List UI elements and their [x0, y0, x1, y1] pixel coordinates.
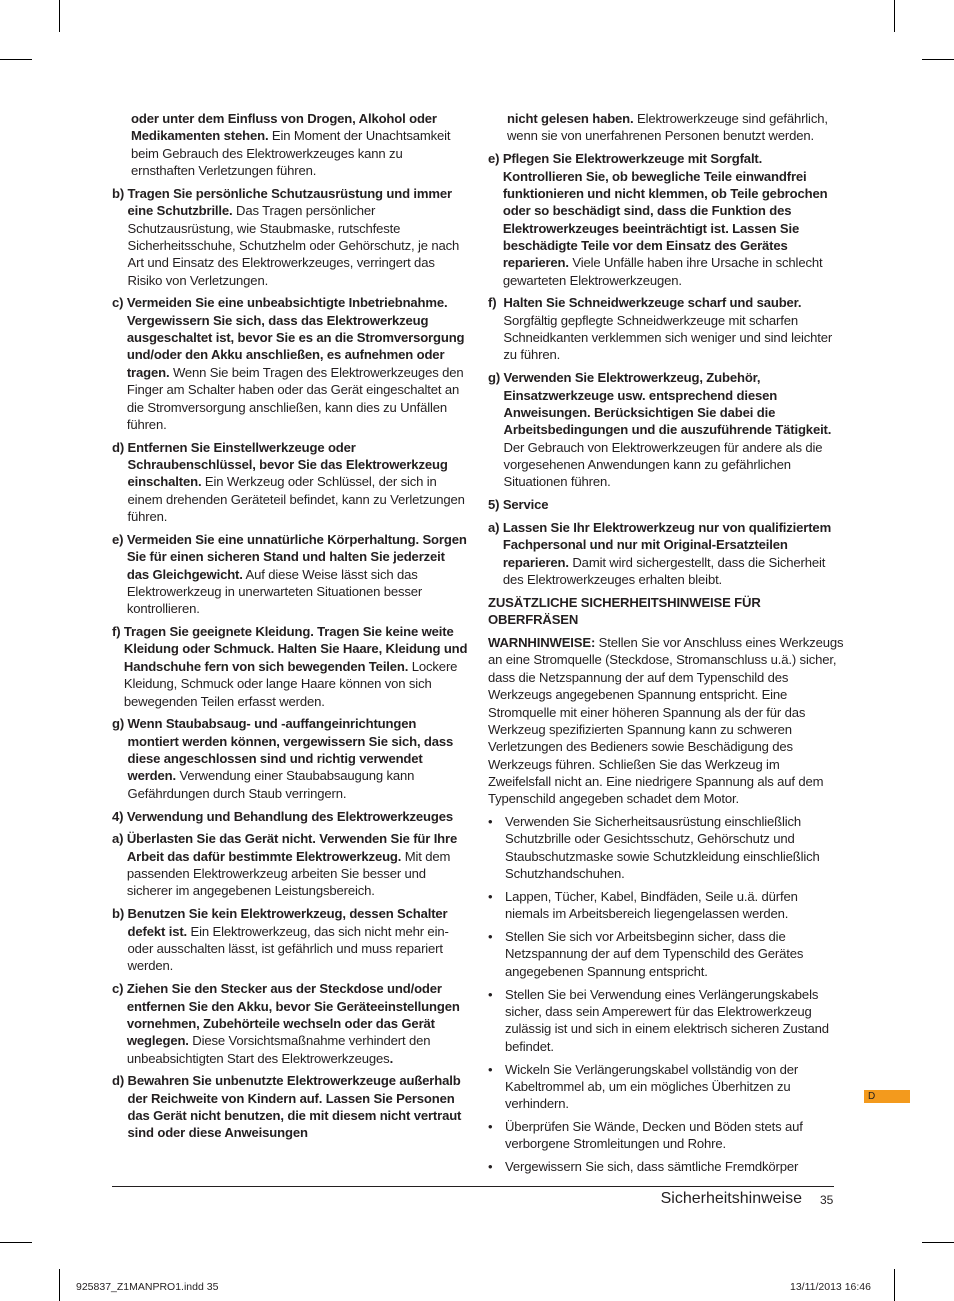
- bullet-dot: •: [488, 814, 493, 830]
- list-item: [112, 830, 468, 899]
- list-item: [488, 369, 844, 490]
- bullet-item: [488, 1158, 844, 1175]
- continued-item: [112, 110, 468, 179]
- item-plain-text: Ein Moment der Unachtsamkeit beim Gebrauch des Elektrowerkzeuges kann zu ernsthaften Verletzungen führen.: [131, 128, 451, 179]
- list-item: [112, 715, 468, 802]
- item-plain-text: Viele Unfälle haben ihre Ursache in schlecht gewarteten Elektrowerkzeugen.: [502, 255, 823, 288]
- crop-mark: [922, 1242, 954, 1243]
- item-label: d): [112, 439, 128, 455]
- bullet-dot: •: [488, 888, 493, 904]
- item-plain-text: Das Tragen persönlicher Schutzausrüstung, wie Staubmaske, rutschfeste Sicherheitsschuhe, Schutzhelm oder Gehörschutz, je nach Art und Einsatz des Elektrowerkzeuges, verringert das Risiko von Verletzungen.: [127, 203, 460, 288]
- item-text: [128, 905, 468, 974]
- bullet-dot: •: [488, 1159, 493, 1175]
- bullet-text: Überprüfen Sie Wände, Decken und Böden stets auf verborgene Stromleitungen und Rohre.: [505, 1119, 803, 1152]
- bullet-text: Verwenden Sie Sicherheitsausrüstung einschließlich Schutzbrille oder Gesichtsschutz, Gehörschutz und Staubschutzmaske sowie Schutzkleidung einschließlich Schutzhandschuhen.: [505, 814, 820, 882]
- item-bold-text: Ziehen Sie den Stecker aus der Steckdose und/oder entfernen Sie den Akku, bevor Sie Geräteeinstellungen vornehmen, Zubehörteile wechseln oder das Gerät weglegen.: [126, 981, 460, 1049]
- warning-label: WARNHINWEISE:: [488, 635, 596, 651]
- item-plain-text: Elektrowerkzeuge sind gefährlich, wenn sie von unerfahrenen Personen benutzt werden.: [507, 111, 828, 144]
- list-item: [112, 294, 468, 433]
- bullet-text: Lappen, Tücher, Kabel, Bindfäden, Seile u.ä. dürfen niemals im Arbeitsbereich liegengelassen werden.: [505, 888, 798, 922]
- list-item: [488, 294, 844, 363]
- item-text: [128, 715, 468, 802]
- list-item: [112, 439, 468, 526]
- item-label: a): [112, 831, 127, 847]
- item-plain-text: Lockere Kleidung, Schmuck oder lange Haare können von sich bewegenden Teilen erfasst werden.: [123, 658, 458, 709]
- bullet-item: [488, 813, 844, 882]
- item-text: [503, 294, 844, 363]
- item-text: [504, 369, 844, 490]
- item-plain-text: Damit wird sichergestellt, dass die Sicherheit des Elektrowerkzeuges erhalten bleibt.: [502, 554, 826, 588]
- item-text: [127, 531, 468, 618]
- item-text: [503, 150, 844, 289]
- item-label: f): [488, 295, 504, 311]
- item-text: [127, 830, 468, 899]
- item-bold-text: Wenn Staubabsaug- und -auffangeinrichtungen montiert werden können, vergewissern Sie sich, dass diese angeschlossen sind und richtig verwendet werden.: [127, 716, 454, 784]
- item-label: e): [112, 531, 127, 547]
- item-plain-text: Der Gebrauch von Elektrowerkzeugen für andere als die vorgesehenen Anwendungen kann zu gefährlichen Situationen führen.: [503, 439, 823, 490]
- subsection-heading: 5) Service: [488, 497, 549, 513]
- language-tab: D: [864, 1090, 910, 1103]
- list-item: [112, 623, 468, 710]
- bullet-dot: •: [488, 1061, 493, 1077]
- list-item: [112, 185, 468, 289]
- crop-mark: [0, 1242, 32, 1243]
- list-item: [488, 519, 844, 588]
- item-bold-text: Halten Sie Schneidwerkzeuge scharf und sauber.: [503, 295, 802, 311]
- right-column-items: [488, 110, 844, 588]
- list-item: [112, 905, 468, 974]
- item-label: f): [112, 624, 124, 640]
- item-text: [128, 1072, 468, 1141]
- crop-mark: [922, 59, 954, 60]
- item-plain-text: Mit dem passenden Elektrowerkzeug arbeiten Sie besser und sicherer im angegebenen Leistungsbereich.: [126, 848, 451, 899]
- item-label: g): [488, 370, 504, 386]
- item-plain-text: Diese Vorsichtsmaßnahme verhindert den unbeabsichtigten Start des Elektrowerkzeuges: [126, 1033, 431, 1066]
- bullet-dot: •: [488, 1119, 493, 1135]
- bullet-dot: •: [488, 929, 493, 945]
- item-bold-text: Vermeiden Sie eine unnatürliche Körperhaltung. Sorgen Sie für einen sicheren Stand und halten Sie jederzeit das Gleichgewicht.: [126, 531, 467, 582]
- slug-file: 925837_Z1MANPRO1.indd 35: [76, 1281, 219, 1293]
- item-plain-text: Ein Werkzeug oder Schlüssel, der sich in einem drehenden Geräteteil befindet, kann zu Verletzungen führen.: [127, 474, 465, 525]
- item-text: [127, 980, 468, 1067]
- footer-rule: [112, 1186, 834, 1187]
- left-column: [112, 110, 468, 1147]
- bullet-item: [488, 986, 844, 1055]
- item-bold-text: Überlasten Sie das Gerät nicht. Verwenden Sie für Ihre Arbeit das dafür bestimmte Elektrowerkzeug.: [126, 831, 458, 864]
- subsection-heading: 4) Verwendung und Behandlung des Elektrowerkzeuges: [112, 808, 454, 824]
- item-bold-text: Pflegen Sie Elektrowerkzeuge mit Sorgfalt. Kontrollieren Sie, ob bewegliche Teile einwandfrei funktionieren und nicht klemmen, ob Teile gebrochen oder so beschädigt sind, dass die Funktion des Elektrowerkzeuges beeinträchtigt ist. Lassen Sie beschädigte Teile vor dem Einsatz des Gerätes reparieren.: [502, 151, 828, 271]
- bullet-item: [488, 928, 844, 980]
- warning-text: Stellen Sie vor Anschluss eines Werkzeugs an eine Stromquelle (Steckdose, Stromanschluss u.ä.) sicher, dass die Netzspannung der auf dem Typenschild des Werkzeugs angegebenen Spannung entspricht. Eine Stromquelle mit einer höheren Spannung als der für das Werkzeug spezifizierten Spannung kann zu schweren Verletzungen des Bedieners sowie Beschädigung des Werkzeugs führen. Schließen Sie das Werkzeug im Zweifelsfall nicht an. Eine niedrigere Spannung als auf dem Typenschild angegeben schadet dem Motor.: [488, 635, 844, 807]
- bullet-item: [488, 888, 844, 923]
- item-plain-text: Ein Elektrowerkzeug, das sich nicht mehr ein- oder ausschalten lässt, ist gefährlich und muss repariert werden.: [127, 923, 449, 974]
- bullet-item: [488, 1118, 844, 1153]
- bullet-text: Vergewissern Sie sich, dass sämtliche Fremdkörper: [505, 1159, 799, 1175]
- bullet-dot: •: [488, 986, 493, 1002]
- item-bold-text: Verwenden Sie Elektrowerkzeug, Zubehör, Einsatzwerkzeuge usw. entsprechend diesen Anweisungen. Berücksichtigen Sie dabei die Arbeitsbedingungen und die auszuführende Tätigkeit.: [503, 370, 832, 438]
- crop-mark: [894, 0, 895, 32]
- right-column: [488, 110, 844, 1181]
- item-label: g): [112, 716, 128, 732]
- item-bold-text: Tragen Sie persönliche Schutzausrüstung und immer eine Schutzbrille.: [127, 185, 452, 219]
- crop-mark: [0, 59, 32, 60]
- item-text: [503, 519, 844, 588]
- warning-paragraph: [488, 634, 844, 807]
- item-text: [124, 623, 468, 710]
- item-label: a): [488, 520, 503, 536]
- list-item: [112, 1072, 468, 1141]
- item-text: [128, 185, 468, 289]
- bullet-text: Stellen Sie bei Verwendung eines Verlängerungskabels sicher, dass sein Amperewert für das Elektrowerkzeug zulässig ist und sich in einem elektrisch sicheren Zustand befindet.: [505, 986, 829, 1054]
- item-bold-text: Vermeiden Sie eine unbeabsichtigte Inbetriebnahme. Vergewissern Sie sich, dass das Elektrowerkzeug ausgeschaltet ist, bevor Sie es an die Stromversorgung und/oder den Akku anschließen, es aufnehmen oder tragen.: [126, 295, 465, 380]
- item-bold-text: oder unter dem Einfluss von Drogen, Alkohol oder Medikamenten stehen.: [131, 111, 437, 144]
- page-number: 35: [820, 1193, 834, 1207]
- item-label: c): [112, 295, 127, 311]
- section-heading: ZUSÄTZLICHE SICHERHEITSHINWEISE FÜR OBERFRÄSEN: [488, 594, 761, 628]
- crop-mark: [59, 0, 60, 32]
- item-text: [127, 294, 468, 433]
- bullet-text: Stellen Sie sich vor Arbeitsbeginn sicher, dass die Netzspannung der auf dem Typenschild des Gerätes angegebenen Spannung entspricht.: [505, 929, 804, 979]
- item-label: b): [112, 906, 128, 922]
- footer-section-title: Sicherheitshinweise: [660, 1190, 802, 1207]
- item-bold-tail: .: [389, 1050, 394, 1066]
- item-bold-text: Lassen Sie Ihr Elektrowerkzeug nur von qualifiziertem Fachpersonal und nur mit Original-Ersatzteilen reparieren.: [502, 520, 832, 570]
- item-plain-text: Wenn Sie beim Tragen des Elektrowerkzeuges den Finger am Schalter haben oder das Gerät eingeschaltet an die Stromversorgung anschließen, kann dies zu Unfällen führen.: [126, 364, 464, 432]
- bullet-item: [488, 1061, 844, 1113]
- list-item: [112, 980, 468, 1067]
- list-item: [112, 531, 468, 618]
- item-text: [128, 439, 468, 526]
- item-bold-text: Bewahren Sie unbenutzte Elektrowerkzeuge außerhalb der Reichweite von Kindern auf. Lassen Sie Personen das Gerät nicht benutzen, die mit diesem nicht vertraut sind oder diese Anweisungen: [127, 1073, 462, 1141]
- item-label: d): [112, 1073, 128, 1089]
- item-label: e): [488, 151, 503, 167]
- item-bold-text: Entfernen Sie Einstellwerkzeuge oder Schraubenschlüssel, bevor Sie das Elektrowerkzeug einschalten.: [127, 439, 448, 490]
- item-plain-text: Sorgfältig gepflegte Schneidwerkzeuge mit scharfen Schneidkanten verklemmen sich weniger und sind leichter zu führen.: [503, 312, 833, 363]
- item-bold-text: Benutzen Sie kein Elektrowerkzeug, dessen Schalter defekt ist.: [127, 906, 448, 939]
- item-bold-text: nicht gelesen haben.: [507, 111, 634, 126]
- bullet-text: Wickeln Sie Verlängerungskabel vollständig von der Kabeltrommel ab, um ein mögliches Überhitzen zu verhindern.: [505, 1061, 799, 1112]
- crop-mark: [894, 1269, 895, 1301]
- crop-mark: [59, 1269, 60, 1301]
- item-plain-text: Auf diese Weise lässt sich das Elektrowerkzeug in unerwarteten Situationen besser kontrollieren.: [126, 566, 423, 617]
- item-label: b): [112, 185, 128, 201]
- item-bold-text: Tragen Sie geeignete Kleidung. Tragen Sie keine weite Kleidung oder Schmuck. Halten Sie Haare, Kleidung und Handschuhe fern von sich bewegenden Teilen.: [123, 624, 468, 674]
- item-label: c): [112, 981, 127, 997]
- list-item: [488, 150, 844, 289]
- item-plain-text: Verwendung einer Staubabsaugung kann Gefährdungen durch Staub verringern.: [127, 768, 415, 801]
- bullet-list: [488, 813, 844, 1176]
- continued-item: [488, 110, 844, 145]
- slug-date: 13/11/2013 16:46: [790, 1281, 871, 1293]
